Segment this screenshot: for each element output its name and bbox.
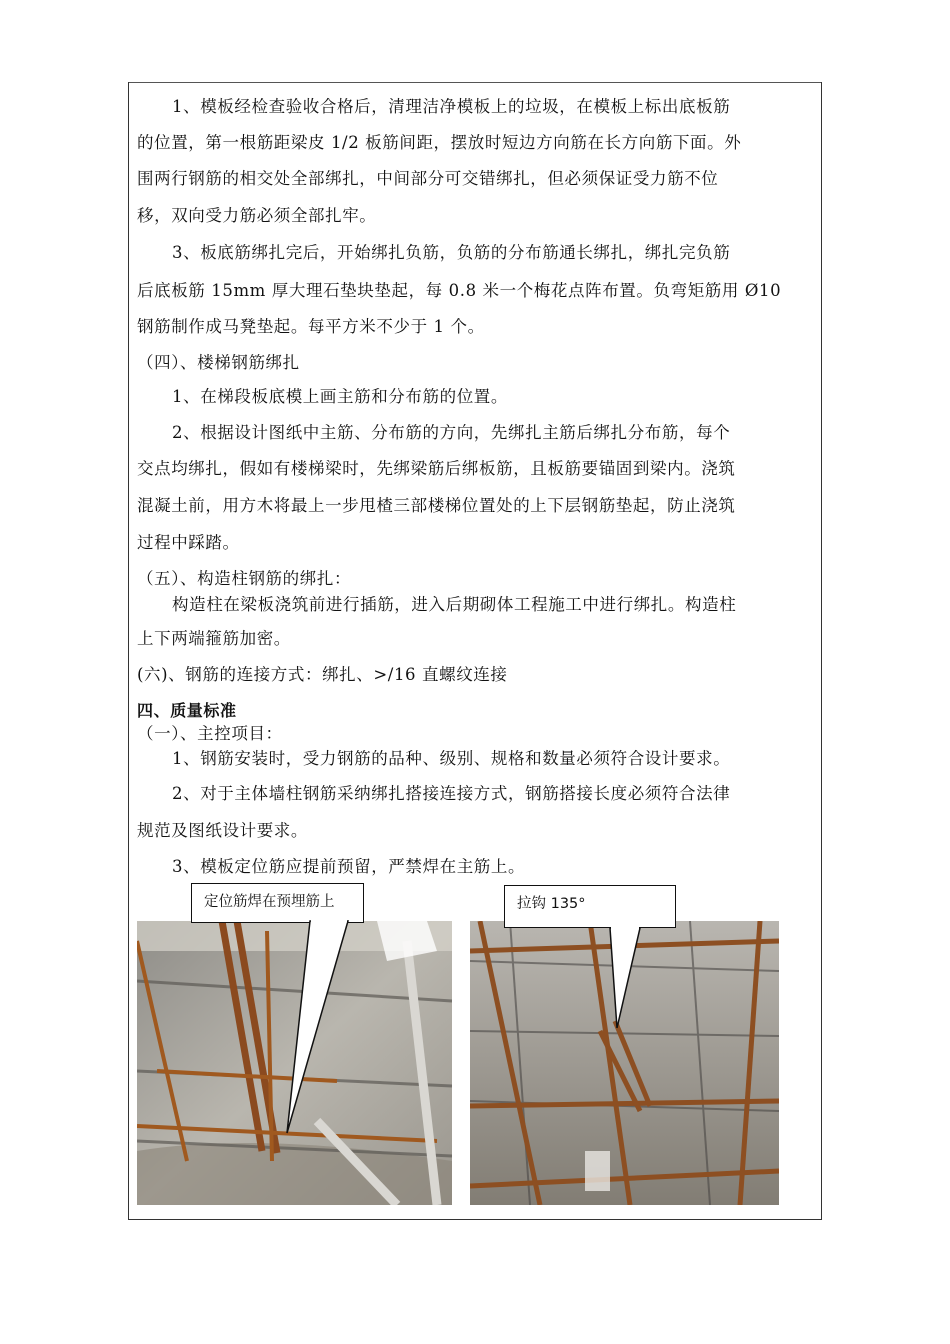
paragraph-line: 过程中踩踏。 — [137, 533, 240, 552]
left-callout-pointer — [280, 921, 360, 1141]
paragraph-line: 1、钢筋安装时，受力钢筋的品种、级别、规格和数量必须符合设计要求。 — [172, 749, 731, 768]
paragraph-line: 1、模板经检查验收合格后，清理洁净模板上的垃圾，在模板上标出底板筋 — [172, 97, 731, 116]
paragraph-line: 2、根据设计图纸中主筋、分布筋的方向，先绑扎主筋后绑扎分布筋，每个 — [172, 423, 731, 442]
paragraph-line: 规范及图纸设计要求。 — [137, 821, 308, 840]
paragraph-line: 3、板底筋绑扎完后，开始绑扎负筋，负筋的分布筋通长绑扎，绑扎完负筋 — [172, 243, 731, 262]
subsection-heading: （一）、主控项目： — [137, 724, 283, 743]
paragraph-line: 交点均绑扎，假如有楼梯梁时，先绑梁筋后绑板筋，且板筋要锚固到梁内。浇筑 — [137, 459, 736, 478]
paragraph-line: 移，双向受力筋必须全部扎牢。 — [137, 206, 377, 225]
paragraph-line: 3、模板定位筋应提前预留，严禁焊在主筋上。 — [172, 857, 526, 876]
left-photo-callout — [191, 883, 364, 923]
paragraph-line: 的位置，第一根筋距梁皮 1/2 板筋间距，摆放时短边方向筋在长方向筋下面。外 — [137, 133, 742, 152]
paragraph-line: 钢筋制作成马凳垫起。每平方米不少于 1 个。 — [137, 317, 485, 336]
paragraph-line: 2、对于主体墙柱钢筋采纳绑扎搭接连接方式，钢筋搭接长度必须符合法律 — [172, 784, 731, 803]
right-photo-callout — [504, 885, 676, 928]
paragraph-line: 后底板筋 15mm 厚大理石垫块垫起，每 0.8 米一个梅花点阵布置。负弯矩筋用 Ø10 — [137, 281, 782, 300]
section-title: 四、质量标准 — [137, 701, 237, 720]
paragraph-line: 1、在梯段板底模上画主筋和分布筋的位置。 — [172, 387, 508, 406]
section-heading: （四）、楼梯钢筋绑扎 — [137, 353, 300, 372]
section-heading: （五）、构造柱钢筋的绑扎： — [137, 569, 352, 588]
paragraph-line: 混凝土前，用方木将最上一步甩楂三部楼梯位置处的上下层钢筋垫起，防止浇筑 — [137, 496, 736, 515]
paragraph-line: 上下两端箍筋加密。 — [137, 629, 291, 648]
right-callout-pointer — [610, 928, 650, 1038]
section-heading: (六)、钢筋的连接方式：绑扎、>/16 直螺纹连接 — [137, 665, 508, 684]
left-callout-text: 定位筋焊在预埋筋上 — [204, 894, 335, 910]
right-callout-text: 拉钩 135° — [517, 896, 586, 912]
paragraph-line: 构造柱在梁板浇筑前进行插筋，进入后期砌体工程施工中进行绑扎。构造柱 — [172, 595, 737, 614]
paragraph-line: 围两行钢筋的相交处全部绑扎，中间部分可交错绑扎，但必须保证受力筋不位 — [137, 169, 719, 188]
